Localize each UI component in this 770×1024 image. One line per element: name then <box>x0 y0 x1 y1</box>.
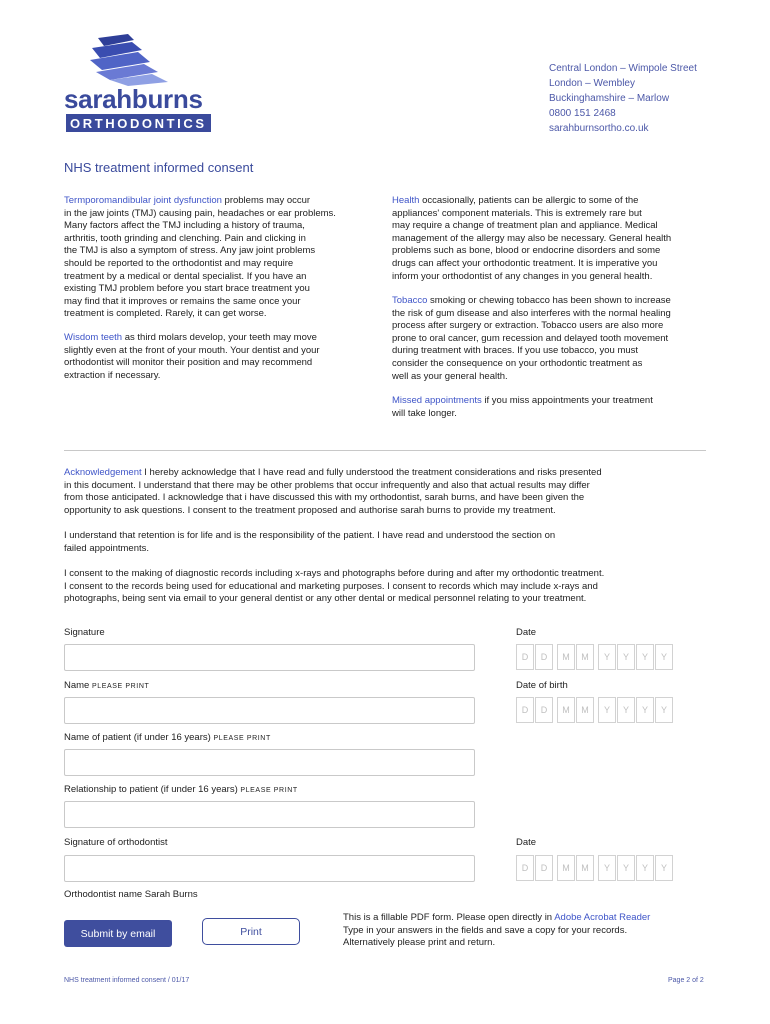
para-line: process after surgery or extraction. Tobacco users are also more <box>392 320 664 332</box>
para-line: if you miss appointments your treatment <box>481 395 653 406</box>
para-line: prone to oral cancer, gum recession and delayed tooth movement <box>392 332 669 344</box>
para-line: orthodontist will monitor their position and may recommend <box>64 357 313 369</box>
wisdom-paragraph <box>64 332 364 382</box>
para-line: I understand that retention is for life and is the responsibility of the patient. I have read and understood the section on <box>64 530 556 541</box>
para-line: occasionally, patients can be allergic to some of the <box>419 195 639 206</box>
date-cell[interactable]: D <box>535 697 553 723</box>
notice-text: This is a fillable PDF form. Please open directly in <box>343 912 555 923</box>
logo-mark-icon <box>88 32 198 88</box>
para-line: management of the allergy may also be necessary. General health <box>392 232 672 244</box>
para-line: the TMJ is also a symptom of stress. Any jaw joint problems <box>64 245 316 257</box>
date-cell[interactable]: Y <box>636 644 654 670</box>
name-label <box>64 680 149 691</box>
date-cell[interactable]: Y <box>655 855 673 881</box>
para-line: Many factors affect the TMJ including a history of trauma, <box>64 220 305 232</box>
para-line: arthritis, tooth grinding and clenching. Pain and clicking in <box>64 232 306 244</box>
contact-block <box>549 61 697 136</box>
para-line: inform your orthodontist of any changes in you general health. <box>392 270 653 282</box>
records-paragraph <box>64 568 714 606</box>
date-field[interactable] <box>516 644 674 670</box>
para-line: existing TMJ problem before you start brace treatment you <box>64 283 310 295</box>
para-line: will take longer. <box>392 407 457 419</box>
date-cell[interactable]: Y <box>617 644 635 670</box>
missed-paragraph <box>392 395 712 420</box>
date-cell[interactable]: Y <box>636 697 654 723</box>
dob-field[interactable] <box>516 697 674 723</box>
para-line: during treatment with braces. If you use tobacco, you must <box>392 345 639 357</box>
contact-website[interactable]: sarahburnsortho.co.uk <box>549 123 649 134</box>
para-line: as third molars develop, your teeth may move <box>122 332 317 343</box>
date-cell[interactable]: M <box>576 855 594 881</box>
date-label: Date <box>516 627 537 638</box>
page-title: NHS treatment informed consent <box>64 160 254 175</box>
acknowledgement-paragraph <box>64 467 714 517</box>
notice-text: Type in your answers in the fields and save a copy for your records. <box>343 924 628 936</box>
date-cell[interactable]: Y <box>598 855 616 881</box>
date-cell[interactable]: M <box>576 697 594 723</box>
para-line: I consent to the records being used for educational and marketing purposes. I consent to records which may include x-rays and <box>64 580 598 592</box>
tmj-paragraph <box>64 195 364 321</box>
logo <box>64 32 224 134</box>
patient-name-field[interactable] <box>64 749 475 776</box>
date-cell[interactable]: Y <box>598 697 616 723</box>
relationship-label <box>64 784 298 795</box>
tmj-heading: Termporomandibular joint dysfunction <box>64 195 222 206</box>
date-cell[interactable]: Y <box>617 697 635 723</box>
tobacco-heading: Tobacco <box>392 295 428 306</box>
para-line: from those anticipated. I acknowledge that i have discussed this with my orthodontist, sarah burns, and have been given the <box>64 492 585 504</box>
para-line: problems may occur <box>221 195 311 206</box>
health-heading: Health <box>392 195 420 206</box>
ortho-signature-label: Signature of orthodontist <box>64 837 168 848</box>
relationship-label-text: Relationship to patient (if under 16 years) <box>64 784 238 795</box>
wisdom-heading: Wisdom teeth <box>64 332 123 343</box>
patient-name-label <box>64 732 271 743</box>
para-line: should be reported to the orthodontist and may require <box>64 257 294 269</box>
date-cell[interactable]: D <box>516 644 534 670</box>
para-line: failed appointments. <box>64 542 150 554</box>
footer-page-number: Page 2 of 2 <box>668 977 704 984</box>
logo-wordmark: sarahburns <box>64 84 203 114</box>
date-cell[interactable]: M <box>557 644 575 670</box>
para-line: treatment by a medical or dental specialist. If you have an <box>64 270 307 282</box>
signature-label: Signature <box>64 627 105 638</box>
date-cell[interactable]: Y <box>617 855 635 881</box>
please-print-note: PLEASE PRINT <box>213 735 271 742</box>
date-cell[interactable]: Y <box>655 697 673 723</box>
date-cell[interactable]: Y <box>598 644 616 670</box>
patient-name-label-text: Name of patient (if under 16 years) <box>64 732 211 743</box>
para-line: opportunity to ask questions. I consent to the treatment proposed and authorise sarah burns to provide my treatment. <box>64 504 556 516</box>
please-print-note: PLEASE PRINT <box>240 787 298 794</box>
para-line: consider the consequence on your orthodontic treatment as <box>392 357 643 369</box>
contact-line: Central London – Wimpole Street <box>549 63 697 74</box>
notice-text: Alternatively please print and return. <box>343 937 496 949</box>
footer-doc-ref: NHS treatment informed consent / 01/17 <box>64 977 190 984</box>
print-button[interactable]: Print <box>202 918 300 945</box>
relationship-field[interactable] <box>64 801 475 828</box>
date-cell[interactable]: M <box>557 697 575 723</box>
ortho-signature-field[interactable] <box>64 855 475 882</box>
para-line: extraction if necessary. <box>64 369 161 381</box>
contact-phone[interactable]: 0800 151 2468 <box>549 108 616 119</box>
ortho-date-label: Date <box>516 837 537 848</box>
date-cell[interactable]: Y <box>636 855 654 881</box>
para-line: in this document. I understand that there may be other problems that occur infrequently and also that actual results may differ <box>64 479 590 491</box>
date-cell[interactable]: M <box>576 644 594 670</box>
contact-line: Buckinghamshire – Marlow <box>549 93 670 104</box>
para-line: drugs can affect your orthodontic treatment. It is imperative you <box>392 257 658 269</box>
para-line: the risk of gum disease and also interferes with the normal healing <box>392 307 671 319</box>
date-cell[interactable]: D <box>516 855 534 881</box>
ortho-date-field[interactable] <box>516 855 674 881</box>
logo-subtitle: ORTHODONTICS <box>66 114 211 132</box>
para-line: smoking or chewing tobacco has been shown to increase <box>427 295 671 306</box>
para-line: well as your general health. <box>392 370 508 382</box>
contact-line: London – Wembley <box>549 78 635 89</box>
divider <box>64 450 706 451</box>
health-paragraph <box>392 195 712 283</box>
submit-by-email-button[interactable]: Submit by email <box>64 920 172 947</box>
dob-label: Date of birth <box>516 680 568 691</box>
acrobat-reader-link[interactable]: Adobe Acrobat Reader <box>554 912 651 923</box>
date-cell[interactable]: Y <box>655 644 673 670</box>
para-line: problems such as bone, blood or endocrine disorders and some <box>392 245 661 257</box>
retention-paragraph <box>64 530 714 555</box>
para-line: photographs, being sent via email to your general dentist or any other dental or medical personnel relating to your treatment. <box>64 593 587 605</box>
fillable-form-notice <box>343 912 650 950</box>
please-print-note: PLEASE PRINT <box>91 683 150 690</box>
name-label-text: Name <box>64 680 90 691</box>
name-field[interactable] <box>64 697 475 724</box>
para-line: in the jaw joints (TMJ) causing pain, headaches or ear problems. <box>64 207 336 219</box>
para-line: I consent to the making of diagnostic records including x-rays and photographs before during and after my orthodontic treatment. <box>64 568 605 579</box>
date-cell[interactable]: D <box>535 855 553 881</box>
para-line: treatment is completed. Rarely, it can get worse. <box>64 308 267 320</box>
ortho-name-label: Orthodontist name Sarah Burns <box>64 889 198 900</box>
date-cell[interactable]: D <box>535 644 553 670</box>
para-line: may find that it improves or remains the same once your <box>64 295 301 307</box>
tobacco-paragraph <box>392 295 712 383</box>
date-cell[interactable]: D <box>516 697 534 723</box>
para-line: may require a change of treatment plan and appliance. Medical <box>392 220 658 232</box>
date-cell[interactable]: M <box>557 855 575 881</box>
para-line: appliances' component materials. This is extremely rare but <box>392 207 642 219</box>
signature-field[interactable] <box>64 644 475 671</box>
ack-heading: Acknowledgement <box>64 467 142 478</box>
para-line: slightly even at the front of your mouth. Your dentist and your <box>64 344 320 356</box>
para-line: I hereby acknowledge that I have read and fully understood the treatment considerations and risks presented <box>141 467 602 478</box>
missed-heading: Missed appointments <box>392 395 482 406</box>
